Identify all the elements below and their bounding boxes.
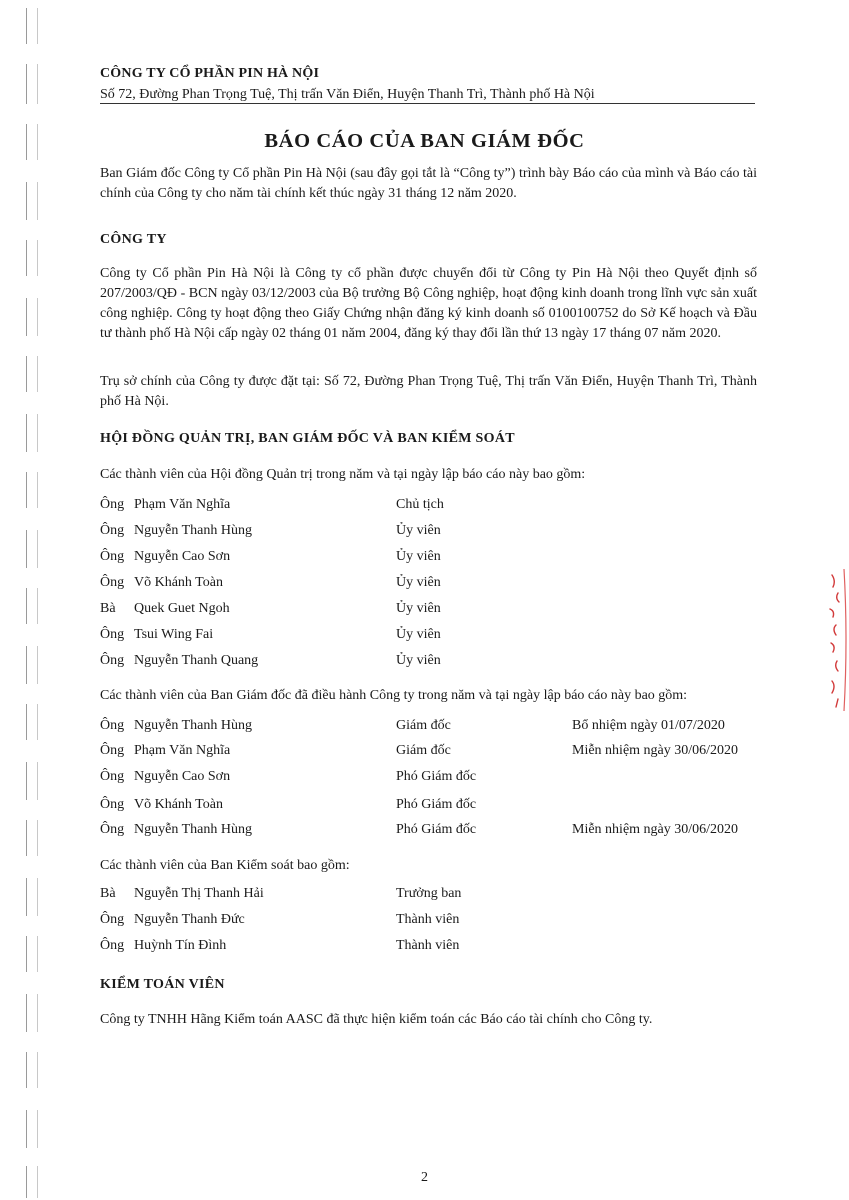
auditor-heading: KIỂM TOÁN VIÊN <box>100 977 225 992</box>
binding-mark <box>26 1110 38 1148</box>
binding-mark <box>26 530 38 568</box>
director-row <box>100 769 760 789</box>
director-row <box>100 743 760 763</box>
board-member-row <box>100 653 760 673</box>
member-role: Giám đốc <box>396 718 451 733</box>
member-role: Ủy viên <box>396 523 441 538</box>
member-title: Ông <box>100 743 125 758</box>
binding-mark <box>26 240 38 276</box>
member-name: Nguyễn Thanh Quang <box>134 653 259 668</box>
member-name: Nguyễn Thanh Hùng <box>134 822 252 837</box>
member-role: Ủy viên <box>396 549 441 564</box>
auditor-paragraph: Công ty TNHH Hãng Kiểm toán AASC đã thực hiện kiểm toán các Báo cáo tài chính cho Công ty. <box>100 1012 653 1027</box>
member-name: Nguyễn Thị Thanh Hải <box>134 886 264 901</box>
director-row <box>100 797 760 817</box>
supervisory-member-row <box>100 938 760 958</box>
board-member-row <box>100 549 760 569</box>
member-title: Ông <box>100 549 125 564</box>
member-role: Ủy viên <box>396 627 441 642</box>
binding-mark <box>26 704 38 740</box>
binding-mark <box>26 8 38 44</box>
member-name: Tsui Wing Fai <box>134 627 214 642</box>
member-title: Ông <box>100 822 125 837</box>
member-role: Phó Giám đốc <box>396 822 477 837</box>
company-name: CÔNG TY CỔ PHẦN PIN HÀ NỘI <box>100 66 320 81</box>
member-title: Ông <box>100 497 125 512</box>
binding-mark <box>26 646 38 684</box>
member-title: Bà <box>100 886 116 901</box>
member-name: Nguyễn Cao Sơn <box>134 769 231 784</box>
binding-mark <box>26 182 38 220</box>
member-role: Phó Giám đốc <box>396 769 477 784</box>
binding-mark <box>26 820 38 856</box>
member-title: Ông <box>100 575 125 590</box>
binding-mark <box>26 762 38 800</box>
member-title: Bà <box>100 601 116 616</box>
binding-mark <box>26 878 38 916</box>
member-title: Ông <box>100 653 125 668</box>
member-name: Võ Khánh Toàn <box>134 575 223 590</box>
binding-mark <box>26 298 38 336</box>
member-role: Phó Giám đốc <box>396 797 477 812</box>
binding-mark <box>26 472 38 508</box>
appointment-note: Miễn nhiệm ngày 30/06/2020 <box>572 743 739 758</box>
binding-mark <box>26 356 38 392</box>
member-name: Phạm Văn Nghĩa <box>134 743 231 758</box>
binding-mark <box>26 936 38 972</box>
governance-heading: HỘI ĐỒNG QUẢN TRỊ, BAN GIÁM ĐỐC VÀ BAN KIỂM SOÁT <box>100 431 515 446</box>
intro-paragraph: Ban Giám đốc Công ty Cổ phần Pin Hà Nội (sau đây gọi tắt là “Công ty”) trình bày Báo cáo của mình và Báo cáo tài chính của Công ty cho năm tài chính kết thúc ngày 31 tháng 12 năm 2020. <box>100 166 757 201</box>
member-role: Thành viên <box>396 912 460 927</box>
member-name: Nguyễn Thanh Hùng <box>134 718 252 733</box>
board-member-row <box>100 575 760 595</box>
binding-mark <box>26 64 38 104</box>
appointment-note: Bổ nhiệm ngày 01/07/2020 <box>572 718 725 733</box>
company-paragraph: Công ty Cổ phần Pin Hà Nội là Công ty cổ phần được chuyển đổi từ Công ty Pin Hà Nội theo Quyết định số 207/2003/QĐ - BCN ngày 03/12/2003 của Bộ trưởng Bộ Công nghiệp, hoạt động kinh doanh trong lĩnh vực sản xuất công nghiệp. Công ty hoạt động theo Giấy Chứng nhận đăng ký kinh doanh số 0100100752 do Sở Kế hoạch và Đầu tư thành phố Hà Nội cấp ngày 02 tháng 01 năm 2004, đăng ký thay đổi lần thứ 13 ngày 17 tháng 07 năm 2020. <box>100 266 757 341</box>
member-role: Thành viên <box>396 938 460 953</box>
member-title: Ông <box>100 718 125 733</box>
headquarters-paragraph: Trụ sở chính của Công ty được đặt tại: Số 72, Đường Phan Trọng Tuệ, Thị trấn Văn Điển, Huyện Thanh Trì, Thành phố Hà Nội. <box>100 374 757 409</box>
company-address: Số 72, Đường Phan Trọng Tuệ, Thị trấn Văn Điển, Huyện Thanh Trì, Thành phố Hà Nội <box>100 87 595 102</box>
member-role: Ủy viên <box>396 575 441 590</box>
member-name: Nguyễn Thanh Đức <box>134 912 245 927</box>
director-row <box>100 822 760 842</box>
report-title: BÁO CÁO CỦA BAN GIÁM ĐỐC <box>264 130 585 152</box>
member-title: Ông <box>100 938 125 953</box>
board-intro: Các thành viên của Hội đồng Quản trị trong năm và tại ngày lập báo cáo này bao gồm: <box>100 467 586 482</box>
binding-mark <box>26 414 38 452</box>
directors-intro: Các thành viên của Ban Giám đốc đã điều hành Công ty trong năm và tại ngày lập báo cáo này bao gồm: <box>100 688 688 703</box>
member-title: Ông <box>100 523 125 538</box>
supervisory-member-row <box>100 886 760 906</box>
board-member-row <box>100 601 760 621</box>
member-title: Ông <box>100 797 125 812</box>
member-title: Ông <box>100 627 125 642</box>
supervisory-member-row <box>100 912 760 932</box>
binding-mark <box>26 588 38 624</box>
board-member-row <box>100 523 760 543</box>
member-name: Võ Khánh Toàn <box>134 797 223 812</box>
board-member-row <box>100 627 760 647</box>
page-number: 2 <box>421 1170 428 1185</box>
member-name: Huỳnh Tín Đình <box>134 938 227 953</box>
member-role: Ủy viên <box>396 653 441 668</box>
member-name: Quek Guet Ngoh <box>134 601 230 616</box>
member-title: Ông <box>100 912 125 927</box>
member-name: Phạm Văn Nghĩa <box>134 497 231 512</box>
director-row <box>100 718 760 738</box>
supervisory-intro: Các thành viên của Ban Kiểm soát bao gồm: <box>100 858 350 873</box>
member-name: Nguyễn Cao Sơn <box>134 549 231 564</box>
member-role: Giám đốc <box>396 743 451 758</box>
board-member-row <box>100 497 760 517</box>
binding-strip <box>22 0 44 1200</box>
member-role: Chủ tịch <box>396 497 444 512</box>
member-name: Nguyễn Thanh Hùng <box>134 523 252 538</box>
member-role: Trưởng ban <box>396 886 462 901</box>
company-heading: CÔNG TY <box>100 232 167 247</box>
appointment-note: Miễn nhiệm ngày 30/06/2020 <box>572 822 739 837</box>
red-seal-stamp <box>818 565 848 715</box>
member-title: Ông <box>100 769 125 784</box>
binding-mark <box>26 994 38 1032</box>
member-role: Ủy viên <box>396 601 441 616</box>
binding-mark <box>26 1052 38 1088</box>
header-divider <box>100 103 755 104</box>
